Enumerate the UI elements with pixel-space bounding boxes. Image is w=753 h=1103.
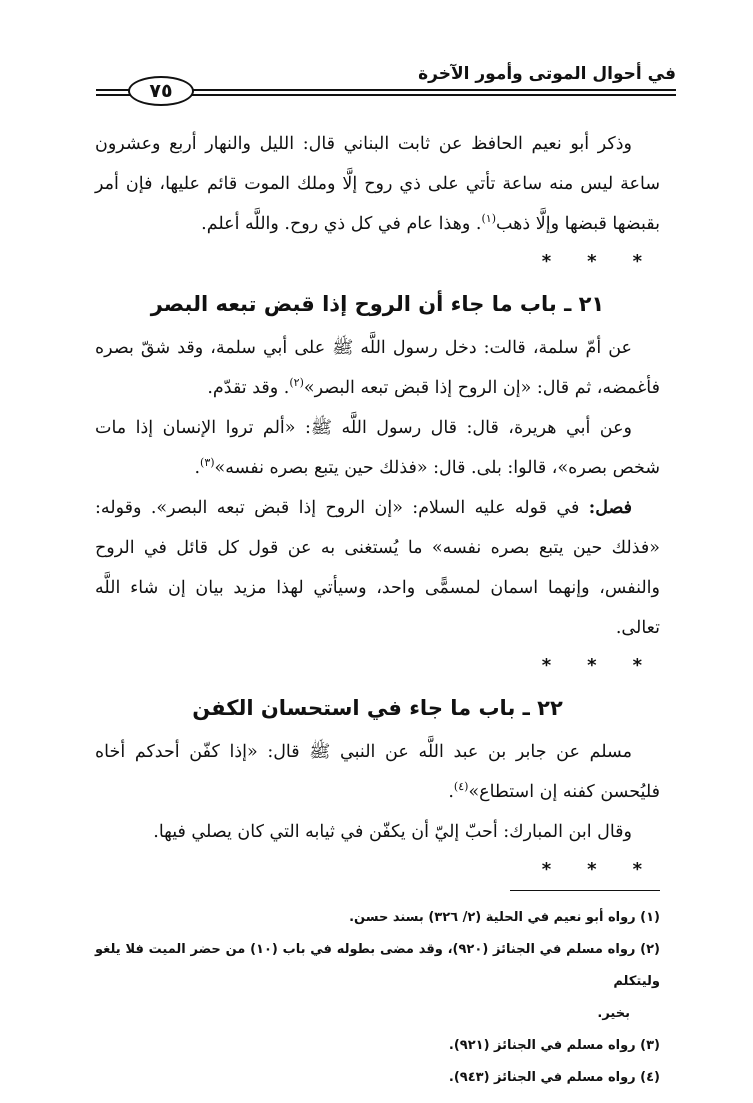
separator-star: * xyxy=(541,655,552,676)
footnote-3: (٣) رواه مسلم في الجنائز (٩٢١). xyxy=(448,1038,660,1053)
fasl-label: فصل: xyxy=(588,498,632,518)
paragraph-umm-salama xyxy=(95,328,660,408)
paragraph-jabir xyxy=(95,732,660,812)
paragraph-text: مسلم عن جابر بن عبد اللَّه عن النبي ﷺ قال: «إذا كفّن أحدكم أخاه فليُحسن كفنه إن استطاع» xyxy=(95,742,660,802)
paragraph-text-end: . وهذا عام في كل ذي روح. واللَّه أعلم. xyxy=(201,214,482,234)
footnote-ref-2: (٢) xyxy=(289,376,304,390)
separator-star: * xyxy=(541,859,552,880)
footnote-list xyxy=(95,902,660,1094)
header-rule-right xyxy=(192,89,676,96)
page-number: ٧٥ xyxy=(128,76,194,106)
header-rule-left xyxy=(96,89,130,96)
footnote-ref-3: (٣) xyxy=(200,456,215,470)
section-separator xyxy=(95,648,660,684)
footnote-2-continuation: بخير. xyxy=(597,1006,630,1021)
paragraph-text-end: . xyxy=(194,458,201,478)
paragraph-abu-hurayra xyxy=(95,408,660,488)
main-text xyxy=(95,124,660,888)
separator-star: * xyxy=(632,655,642,676)
separator-star: * xyxy=(587,251,597,272)
separator-star: * xyxy=(632,251,642,272)
separator-star: * xyxy=(541,251,552,272)
paragraph-text: وذكر أبو نعيم الحافظ عن ثابت البناني قال: الليل والنهار أربع وعشرون ساعة ليس منه ساعة تأتي على ذي روح إلَّا وملك الموت قائم عليها، فإن أمر بقبضها قبضها وإلَّا ذهب xyxy=(95,134,660,234)
paragraph-text-end: . وقد تقدّم. xyxy=(207,378,290,398)
footnote-1: (١) رواه أبو نعيم في الحلية (٢/ ٣٢٦) بسند حسن. xyxy=(349,910,660,925)
chapter-heading-21: ٢١ ـ باب ما جاء أن الروح إذا قبض تبعه البصر xyxy=(150,292,605,316)
paragraph-text: وعن أبي هريرة، قال: قال رسول اللَّه ﷺ: «ألم تروا الإنسان إذا مات شخص بصره»، قالوا: بلى. قال: «فذلك حين يتبع بصره نفسه» xyxy=(95,418,660,478)
section-separator xyxy=(95,244,660,280)
separator-star: * xyxy=(587,655,597,676)
footnote-ref-4: (٤) xyxy=(453,780,469,794)
footnote-ref-1: (١) xyxy=(481,212,496,226)
footnote-4: (٤) رواه مسلم في الجنائز (٩٤٣). xyxy=(448,1070,660,1085)
paragraph-text: في قوله عليه السلام: «إن الروح إذا قبض تبعه البصر». وقوله: «فذلك حين يتبع بصره نفسه» ما يُستغنى به عن قول كل قائل في الروح والنفس، وإنهما اسمان لمسمًّى واحد، وسيأتي لهذا مزيد بيان إن شاء اللَّه تعالى. xyxy=(95,498,660,638)
footnote-2: (٢) رواه مسلم في الجنائز (٩٢٠)، وقد مضى بطوله في باب (١٠) من حضر الميت فلا يلغو وليتكلم xyxy=(95,942,660,989)
chapter-heading-22: ٢٢ ـ باب ما جاء في استحسان الكفن xyxy=(192,696,563,720)
running-header xyxy=(96,60,676,116)
section-separator xyxy=(95,852,660,888)
header-title: في أحوال الموتى وأمور الآخرة xyxy=(418,64,676,84)
paragraph-ibn-mubarak: وقال ابن المبارك: أحبّ إليّ أن يكفّن في ثيابه التي كان يصلي فيها. xyxy=(153,822,632,842)
paragraph-fasl xyxy=(95,488,660,648)
paragraph-thabit xyxy=(95,124,660,244)
footnote-divider xyxy=(510,890,660,891)
separator-star: * xyxy=(632,859,642,880)
separator-star: * xyxy=(587,859,597,880)
paragraph-text-end: . xyxy=(448,782,454,802)
paragraph-text: عن أمّ سلمة، قالت: دخل رسول اللَّه ﷺ على أبي سلمة، وقد شقّ بصره فأغمضه، ثم قال: «إن الروح إذا قبض تبعه البصر» xyxy=(95,338,660,398)
